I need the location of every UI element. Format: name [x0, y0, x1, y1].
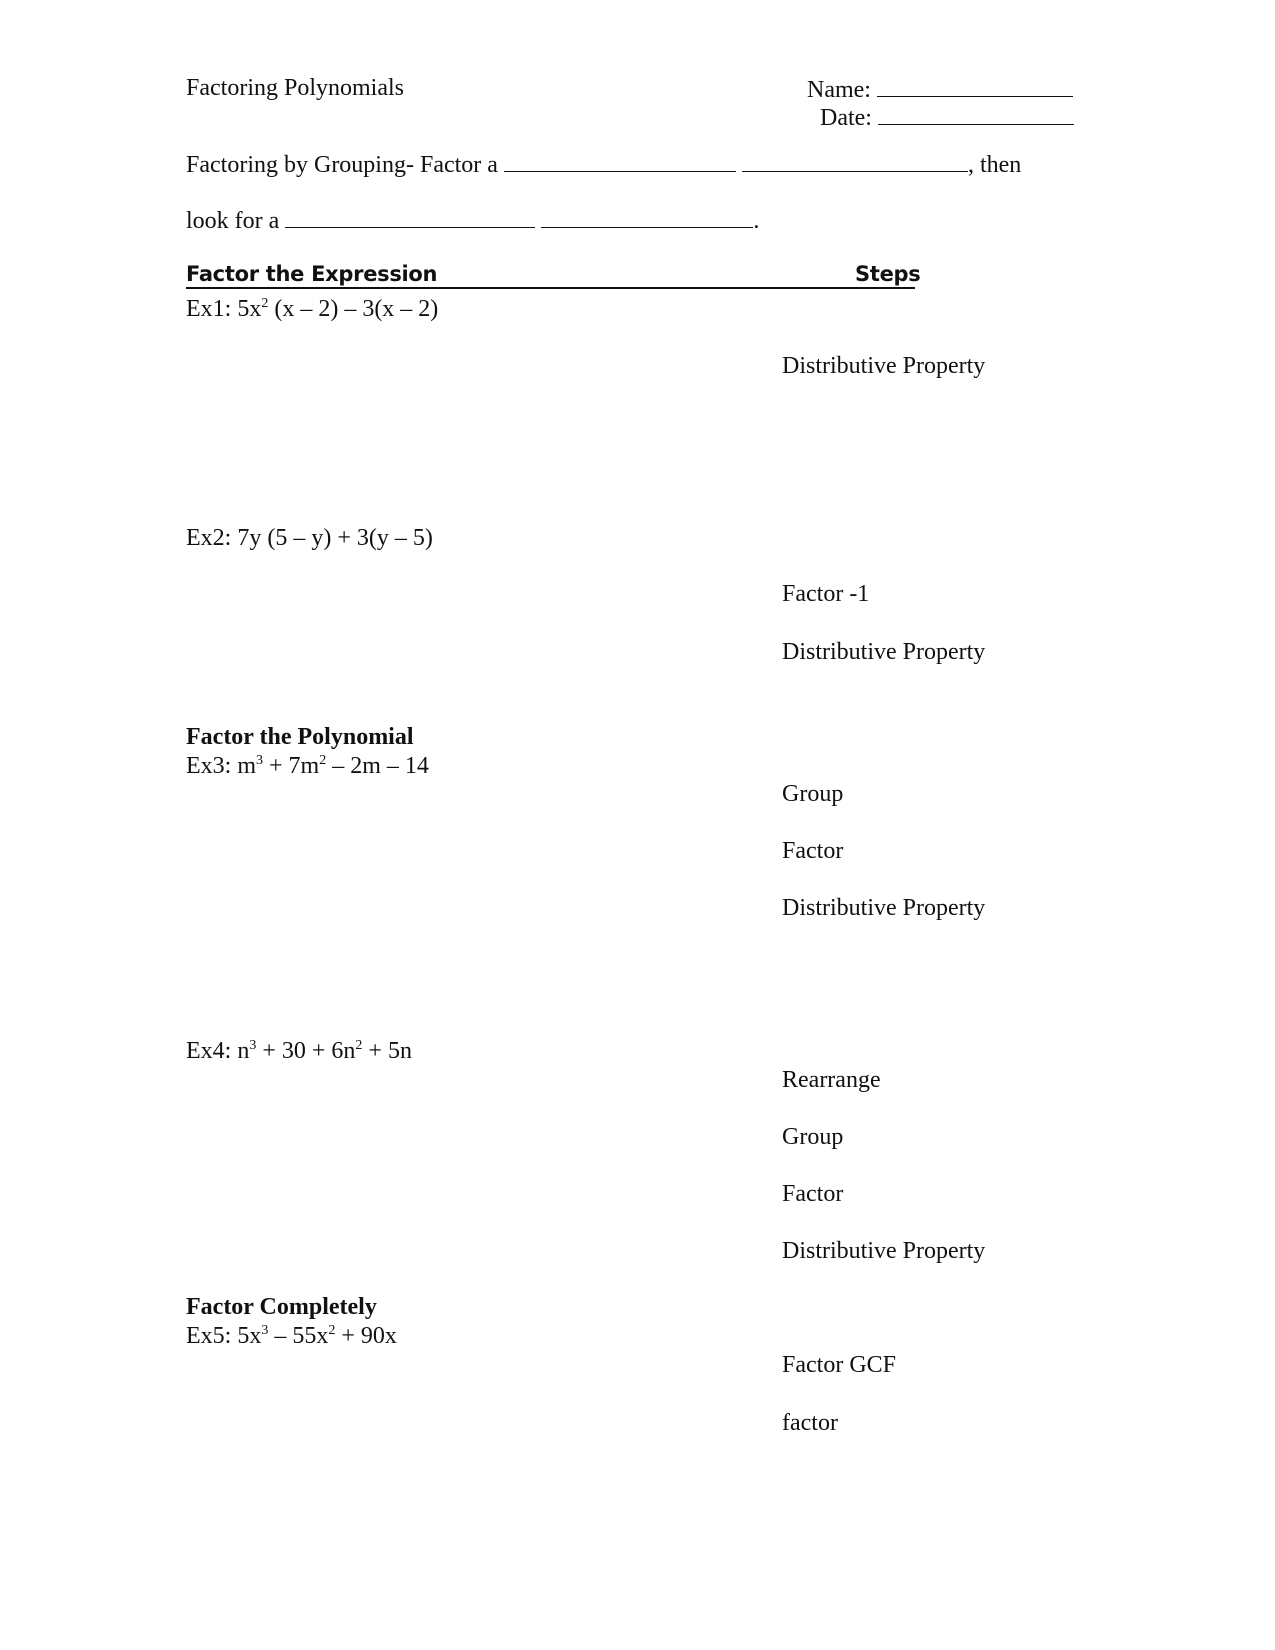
math-text: – 2m – 14	[326, 753, 429, 779]
header-underline	[186, 287, 915, 289]
instruction-line-1	[186, 151, 1021, 177]
example-label: Ex1:	[186, 296, 232, 322]
exponent: 3	[256, 753, 263, 768]
exponent: 3	[249, 1038, 257, 1053]
date-label: Date:	[820, 105, 872, 131]
exponent: 2	[319, 753, 327, 768]
fill-blank[interactable]	[742, 151, 968, 172]
step-ex4-2: Group	[782, 1124, 844, 1150]
math-text: + 7m	[263, 753, 320, 779]
step-ex2-1: Factor -1	[782, 581, 870, 607]
exponent: 2	[328, 1323, 336, 1338]
fill-blank[interactable]	[504, 151, 736, 172]
step-ex4-1: Rearrange	[782, 1067, 881, 1093]
step-ex2-2: Distributive Property	[782, 639, 986, 665]
step-ex1-1: Distributive Property	[782, 353, 986, 379]
step-ex3-3: Distributive Property	[782, 895, 986, 921]
date-field[interactable]	[820, 104, 1074, 130]
instruction-line-2	[186, 207, 759, 233]
name-label: Name:	[807, 77, 871, 103]
example-4	[186, 1039, 412, 1063]
example-2	[186, 526, 433, 550]
section-factor-polynomial: Factor the Polynomial	[186, 724, 414, 750]
section-factor-completely: Factor Completely	[186, 1294, 377, 1320]
exponent: 2	[355, 1038, 363, 1053]
example-1	[186, 297, 438, 321]
instruction-text: .	[753, 208, 760, 234]
step-ex3-1: Group	[782, 781, 844, 807]
math-text: + 90x	[335, 1323, 397, 1349]
name-blank[interactable]	[877, 76, 1073, 97]
math-text: + 5n	[362, 1038, 412, 1064]
math-text: + 30 + 6n	[256, 1038, 356, 1064]
math-text: 5x	[237, 1323, 262, 1349]
date-blank[interactable]	[878, 104, 1074, 125]
header-steps: Steps	[855, 262, 921, 286]
step-ex3-2: Factor	[782, 838, 844, 864]
example-3	[186, 754, 429, 778]
exponent: 3	[261, 1323, 269, 1338]
fill-blank[interactable]	[285, 207, 535, 228]
instruction-text: Factoring by Grouping- Factor a	[186, 152, 498, 178]
name-field[interactable]	[807, 76, 1073, 102]
example-label: Ex2:	[186, 525, 232, 551]
instruction-text: look for a	[186, 208, 280, 234]
exponent: 2	[261, 296, 269, 311]
example-label: Ex4:	[186, 1038, 232, 1064]
step-ex5-1: Factor GCF	[782, 1352, 896, 1378]
step-ex4-4: Distributive Property	[782, 1238, 986, 1264]
example-label: Ex3:	[186, 753, 232, 779]
fill-blank[interactable]	[541, 207, 753, 228]
math-text: 7y (5 – y) + 3(y – 5)	[237, 525, 433, 551]
step-ex4-3: Factor	[782, 1181, 844, 1207]
math-text: (x – 2) – 3(x – 2)	[268, 296, 439, 322]
step-ex5-2: factor	[782, 1410, 838, 1436]
instruction-text: , then	[967, 152, 1022, 178]
math-text: – 55x	[268, 1323, 329, 1349]
header-factor-expression: Factor the Expression	[186, 262, 438, 286]
example-label: Ex5:	[186, 1323, 232, 1349]
math-text: 5x	[237, 296, 262, 322]
page-title: Factoring Polynomials	[186, 75, 404, 101]
math-text: n	[237, 1038, 250, 1064]
math-text: m	[237, 753, 256, 779]
example-5	[186, 1324, 397, 1348]
